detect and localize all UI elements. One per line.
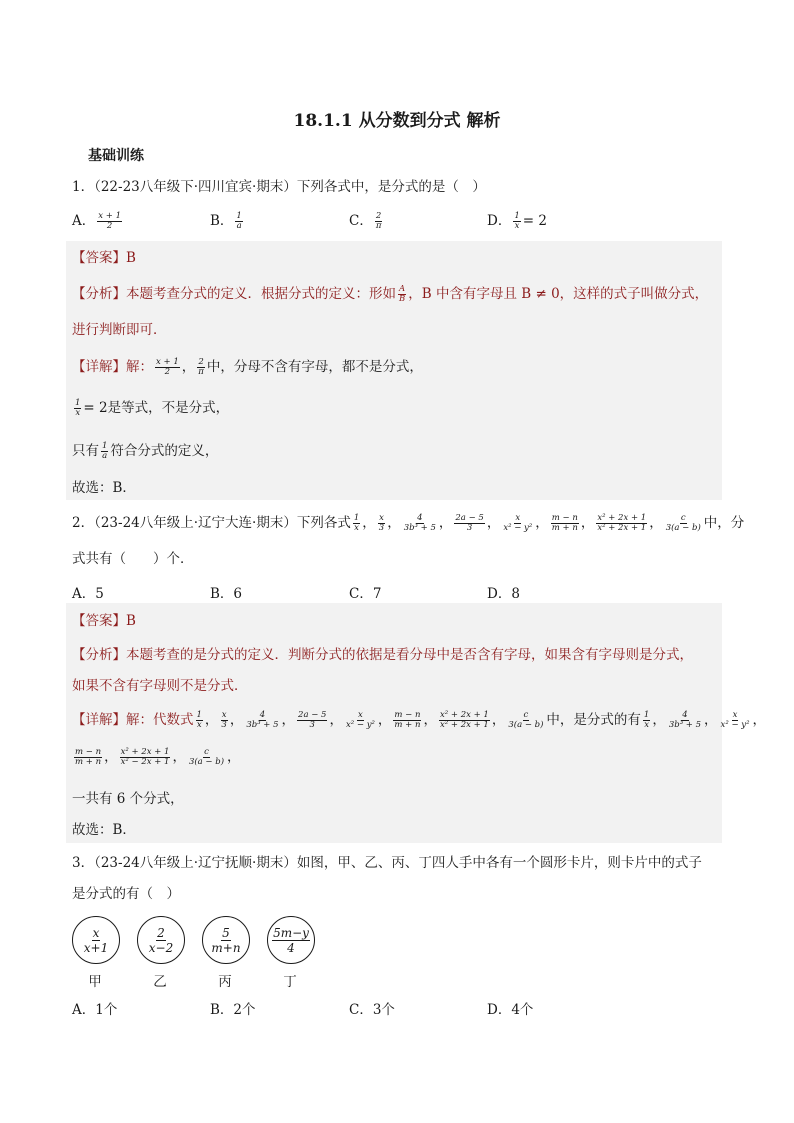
fraction: $\frac{4}{\text{3b³ + 5}}$ xyxy=(668,710,702,730)
circle-card xyxy=(137,916,185,964)
fraction: $\frac{1}{x}$ xyxy=(643,710,650,730)
fraction: $\frac{\text{x² + 2x + 1}}{\text{x² + 2x + 1}}$ xyxy=(597,513,647,533)
q1-option-d xyxy=(487,209,547,231)
q3-stem-line1: 3．（23-24八年级上·辽宁抚顺·期末）如图，甲、乙、丙、丁四人手中各有一个圆形卡片，则卡片中的式子 xyxy=(72,855,702,871)
q1-option-b xyxy=(210,209,245,231)
fraction: $\frac{1}{a}$ xyxy=(102,441,108,461)
fraction: $\frac{c}{3(a - b)}$ xyxy=(508,710,544,730)
q3-card-yi xyxy=(137,916,185,990)
q3-stem-line2: 是分式的有（ ） xyxy=(72,886,180,902)
circle-card xyxy=(202,916,250,964)
q2-option-a: A．5 xyxy=(72,586,104,602)
option-label: B． xyxy=(210,213,234,229)
q2-analysis-line2: 如果不含有字母则不是分式． xyxy=(72,678,248,694)
option-label: A． xyxy=(72,213,96,229)
fraction: $\frac{2a - 5}{3}$ xyxy=(298,710,327,730)
q1-answer: 【答案】B xyxy=(72,250,136,266)
q3-option-a: A．1个 xyxy=(72,1002,118,1018)
card-label: 甲 xyxy=(88,974,102,990)
fraction: $\frac{m - n}{m + n}$ xyxy=(75,747,102,767)
fraction: $\frac{x}{x+1}$ xyxy=(83,925,109,955)
fraction: $\frac{x}{\text{x² − y²}}$ xyxy=(720,710,750,730)
section-heading: 基础训练 xyxy=(88,148,144,164)
q2-analysis-line1: 【分析】本题考查的是分式的定义．判断分式的依据是看分母中是否含有字母，如果含有字母则是分式， xyxy=(72,647,693,663)
fraction: $\frac{\text{x² + 2x + 1}}{\text{x² + 2x + 1}}$ xyxy=(439,710,489,730)
fraction: $\frac{2}{x-2}$ xyxy=(148,925,174,955)
fraction: $\frac{2}{\pi}$ xyxy=(198,357,204,377)
card-label: 丙 xyxy=(218,974,232,990)
q1-option-a xyxy=(72,209,124,231)
equation-suffix: = 2 xyxy=(522,213,547,229)
q2-detail-line1: 【详解】解：代数式 $\frac{1}{x}$ ， $\frac{x}{3}$ ， $\frac{4}{\text{3b³ + 5}}$ ， $\frac{2a - 5}{3}$ ， $\frac{x}{\text{x² − y²}}$ ， $\frac{m - n}{m + n}$ ， $\frac{\text{x² + 2x + 1}}{\text{x² + 2x + 1}}$ ， $\frac{c}{3(a - b)}$ 中，是分式的有 $\frac{1}{x}$ ， $\frac{4}{\text{3b³ + 5}}$ ， $\frac{x}{\text{x² − y²}}$ ， xyxy=(72,710,766,730)
circle-card xyxy=(267,916,315,964)
page-title: 18.1.1 从分数到分式 解析 xyxy=(293,111,501,131)
q3-option-d: D．4个 xyxy=(487,1002,534,1018)
fraction: $\frac{4}{\text{3b³ + 5}}$ xyxy=(403,513,436,533)
q1-analysis-line2: 进行判断即可． xyxy=(72,322,167,338)
fraction: $\frac{2a - 5}{3}$ xyxy=(455,513,484,533)
q2-detail-line2 xyxy=(72,747,241,767)
fraction: $\frac{A}{B}$ xyxy=(399,284,406,304)
q3-card-bing xyxy=(202,916,250,990)
fraction: $\frac{x}{\text{x² − y²}}$ xyxy=(345,710,375,730)
q2-stem: 2．（23-24八年级上·辽宁大连·期末）下列各式 $\frac{1}{x}$ ， $\frac{x}{3}$ ， $\frac{4}{\text{3b³ + 5}}$ ， $\frac{2a - 5}{3}$ ， $\frac{x}{\text{x² − y²}}$ ， $\frac{m - n}{m + n}$ ， $\frac{\text{x² + 2x + 1}}{\text{x² + 2x + 1}}$ ， $\frac{c}{3(a - b)}$ 中，分 xyxy=(72,513,745,533)
fraction: $\frac{1}{x}$ xyxy=(75,398,81,418)
q1-option-c xyxy=(349,209,384,231)
q1-detail-line4: 故选：B． xyxy=(72,480,136,496)
fraction: $\frac{\text{x² + 2x + 1}}{\text{x² − 2x + 1}}$ xyxy=(120,747,170,767)
fraction: $\frac{5}{m+n}$ xyxy=(211,925,241,955)
q1-stem: 1．（22-23八年级下·四川宜宾·期末）下列各式中，是分式的是（ ） xyxy=(72,179,486,195)
fraction: $\frac{x}{\text{x² − y²}}$ xyxy=(503,513,533,533)
card-label: 丁 xyxy=(283,974,297,990)
fraction: $\frac{x + 1}{2}$ xyxy=(156,357,179,377)
q2-detail-expression-list: $\frac{1}{x}$ ， $\frac{x}{3}$ ， $\frac{4}{\text{3b³ + 5}}$ ， $\frac{2a - 5}{3}$ ， $\frac{x}{\text{x² − y²}}$ ， $\frac{m - n}{m + n}$ ， $\frac{\text{x² + 2x + 1}}{\text{x² + 2x + 1}}$ ， $\frac{c}{3(a - b)}$ xyxy=(196,710,544,730)
fraction: $\frac{x}{3}$ xyxy=(221,710,227,730)
fraction: $\frac{c}{3(a - b)}$ xyxy=(665,513,701,533)
option-label: D． xyxy=(487,213,512,229)
q2-expression-list: $\frac{1}{x}$ ， $\frac{x}{3}$ ， $\frac{4}{\text{3b³ + 5}}$ ， $\frac{2a - 5}{3}$ ， $\frac{x}{\text{x² − y²}}$ ， $\frac{m - n}{m + n}$ ， $\frac{\text{x² + 2x + 1}}{\text{x² + 2x + 1}}$ ， $\frac{c}{3(a - b)}$ xyxy=(353,513,701,533)
circle-card xyxy=(72,916,120,964)
q2-detail-line4: 故选：B． xyxy=(72,822,136,838)
fraction: $\frac{1}{x}$ xyxy=(196,710,202,730)
q2-option-c: C．7 xyxy=(349,586,382,602)
q2-answer: 【答案】B xyxy=(72,613,136,629)
q3-option-b: B．2个 xyxy=(210,1002,256,1018)
q1-analysis-line1: 【分析】本题考查分式的定义．根据分式的定义：形如 $\frac{A}{B}$ ，B 中含有字母且 B ≠ 0，这样的式子叫做分式， xyxy=(72,284,709,304)
fraction: $\frac{x + 1}{2}$ xyxy=(98,211,121,231)
q2-stem-line2: 式共有（ ）个． xyxy=(72,551,194,567)
q2-option-d: D．8 xyxy=(487,586,520,602)
q3-option-c: C．3个 xyxy=(349,1002,395,1018)
fraction: $\frac{m - n}{m + n}$ xyxy=(551,513,578,533)
fraction: $\frac{5m-y}{4}$ xyxy=(273,925,309,955)
fraction: $\frac{4}{\text{3b³ + 5}}$ xyxy=(246,710,279,730)
fraction: $\frac{1}{a}$ xyxy=(236,211,242,231)
q1-detail-line2: $\frac{1}{x}$ = 2是等式，不是分式， xyxy=(75,398,230,418)
q2-detail-line3: 一共有 6 个分式， xyxy=(72,791,184,807)
fraction: $\frac{1}{x}$ xyxy=(514,211,520,231)
fraction: $\frac{c}{3(a - b)}$ xyxy=(188,747,225,767)
q1-detail-line3: 只有 $\frac{1}{a}$ 符合分式的定义， xyxy=(72,441,219,461)
q3-card-jia xyxy=(72,916,120,990)
fraction: $\frac{m - n}{m + n}$ xyxy=(394,710,421,730)
q2-result-list-continued: $\frac{m - n}{m + n}$ ， $\frac{\text{x² + 2x + 1}}{\text{x² − 2x + 1}}$ ， $\frac{c}{3(a - b)}$ ， xyxy=(75,747,241,767)
card-label: 乙 xyxy=(153,974,167,990)
fraction: $\frac{x}{3}$ xyxy=(378,513,385,533)
q3-card-ding xyxy=(267,916,315,990)
q2-result-list: $\frac{1}{x}$ ， $\frac{4}{\text{3b³ + 5}}$ ， $\frac{x}{\text{x² − y²}}$ ， xyxy=(643,710,766,730)
q1-detail-line1: 【详解】解： $\frac{x + 1}{2}$ ， $\frac{2}{\pi}$ 中，分母不含有字母，都不是分式， xyxy=(72,357,423,377)
option-label: C． xyxy=(349,213,373,229)
fraction: $\frac{2}{\pi}$ xyxy=(375,211,382,231)
q2-option-b: B．6 xyxy=(210,586,243,602)
fraction: $\frac{1}{x}$ xyxy=(353,513,360,533)
